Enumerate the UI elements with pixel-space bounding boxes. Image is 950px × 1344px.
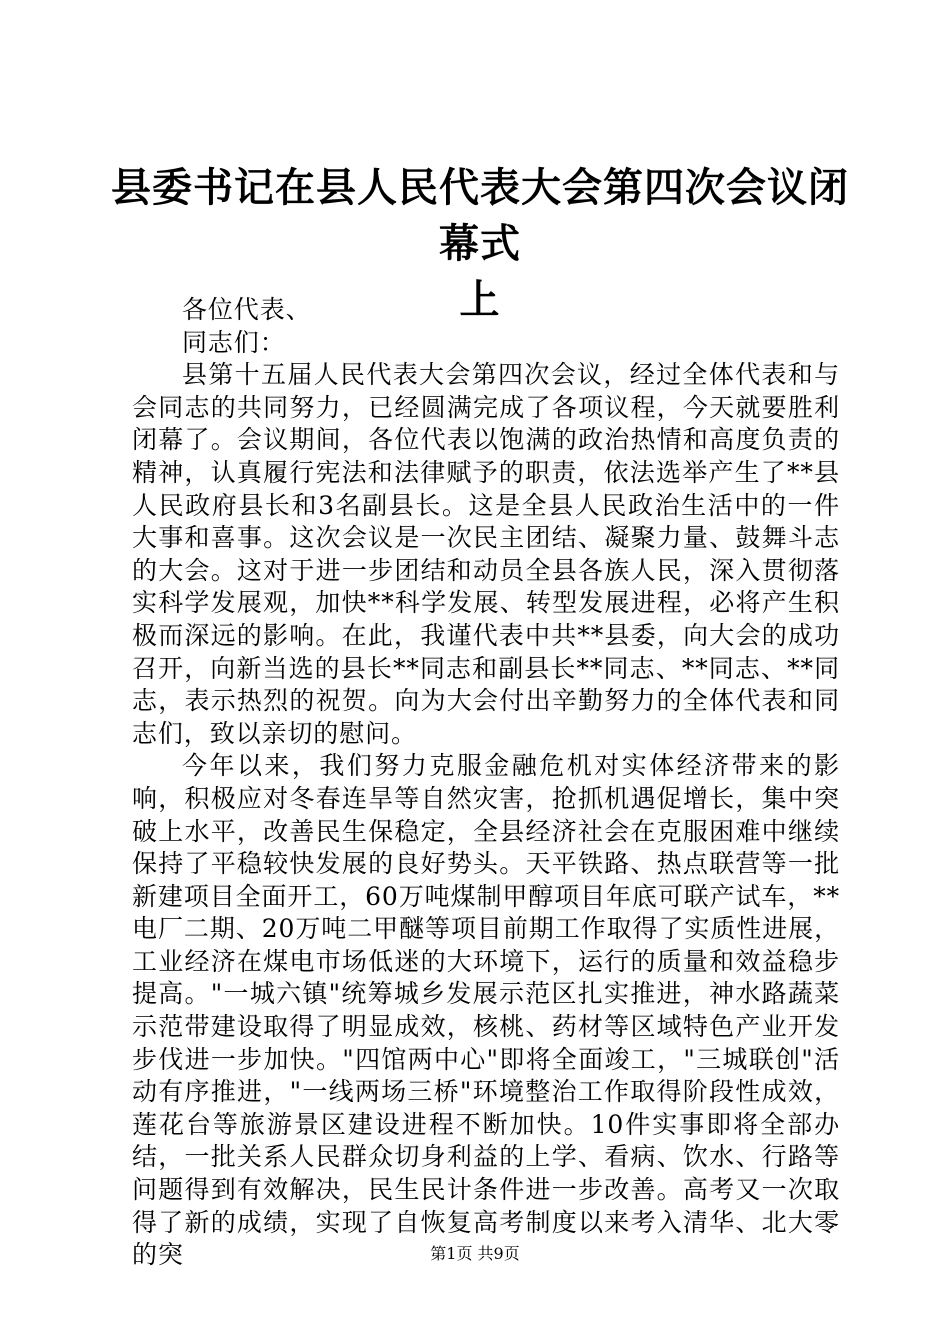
- salutation-line-2: 同志们：: [182, 327, 286, 357]
- body-paragraph-1: 县第十五届人民代表大会第四次会议，经过全体代表和与会同志的共同努力，已经圆满完成了各项议程，今天就要胜利闭幕了。会议期间，各位代表以饱满的政治热情和高度负责的精神，认真履行宪法和法律赋予的职责，依法选举产生了**县人民政府县长和3名副县长。这是全县人民政治生活中的一件大事和喜事。这次会议是一次民主团结、凝聚力量、鼓舞斗志的大会。这对于进一步团结和动员全县各族人民，深入贯彻落实科学发展观，加快**科学发展、转型发展进程，必将产生积极而深远的影响。在此，我谨代表中共**县委，向大会的成功召开，向新当选的县长**同志和副县长**同志、**同志、**同志，表示热烈的祝贺。向为大会付出辛勤努力的全体代表和同志们，致以亲切的慰问。: [132, 360, 840, 748]
- document-body: [132, 294, 840, 1272]
- page-number-label: 第1页 共9页: [430, 1244, 520, 1263]
- salutation-line-1: 各位代表、: [182, 295, 312, 324]
- body-paragraph-2: 今年以来，我们努力克服金融危机对实体经济带来的影响，积极应对冬春连旱等自然灾害，抢抓机遇促增长，集中突破上水平，改善民生保稳定，全县经济社会在克服困难中继续保持了平稳较快发展的良好势头。天平铁路、热点联营等一批新建项目全面开工，60万吨煤制甲醇项目年底可联产试车，**电厂二期、20万吨二甲醚等项目前期工作取得了实质性进展，工业经济在煤电市场低迷的大环境下，运行的质量和效益稳步提高。"一城六镇"统筹城乡发展示范区扎实推进，神水路蔬菜示范带建设取得了明显成效，核桃、药材等区域特色产业开发步伐进一步加快。"四馆两中心"即将全面竣工，"三城联创"活动有序推进，"一线两场三桥"环境整治工作取得阶段性成效，莲花台等旅游景区建设进程不断加快。10件实事即将全部办结，一批关系人民群众切身利益的上学、看病、饮水、行路等问题得到有效解决，民生民计条件进一步改善。高考又一次取得了新的成绩，实现了自恢复高考制度以来考入清华、北大零的突: [132, 751, 840, 1270]
- page-footer: [0, 1244, 950, 1264]
- title-line-2: 上: [459, 277, 501, 323]
- title-line-1: 县委书记在县人民代表大会第四次会议闭幕式: [111, 165, 849, 267]
